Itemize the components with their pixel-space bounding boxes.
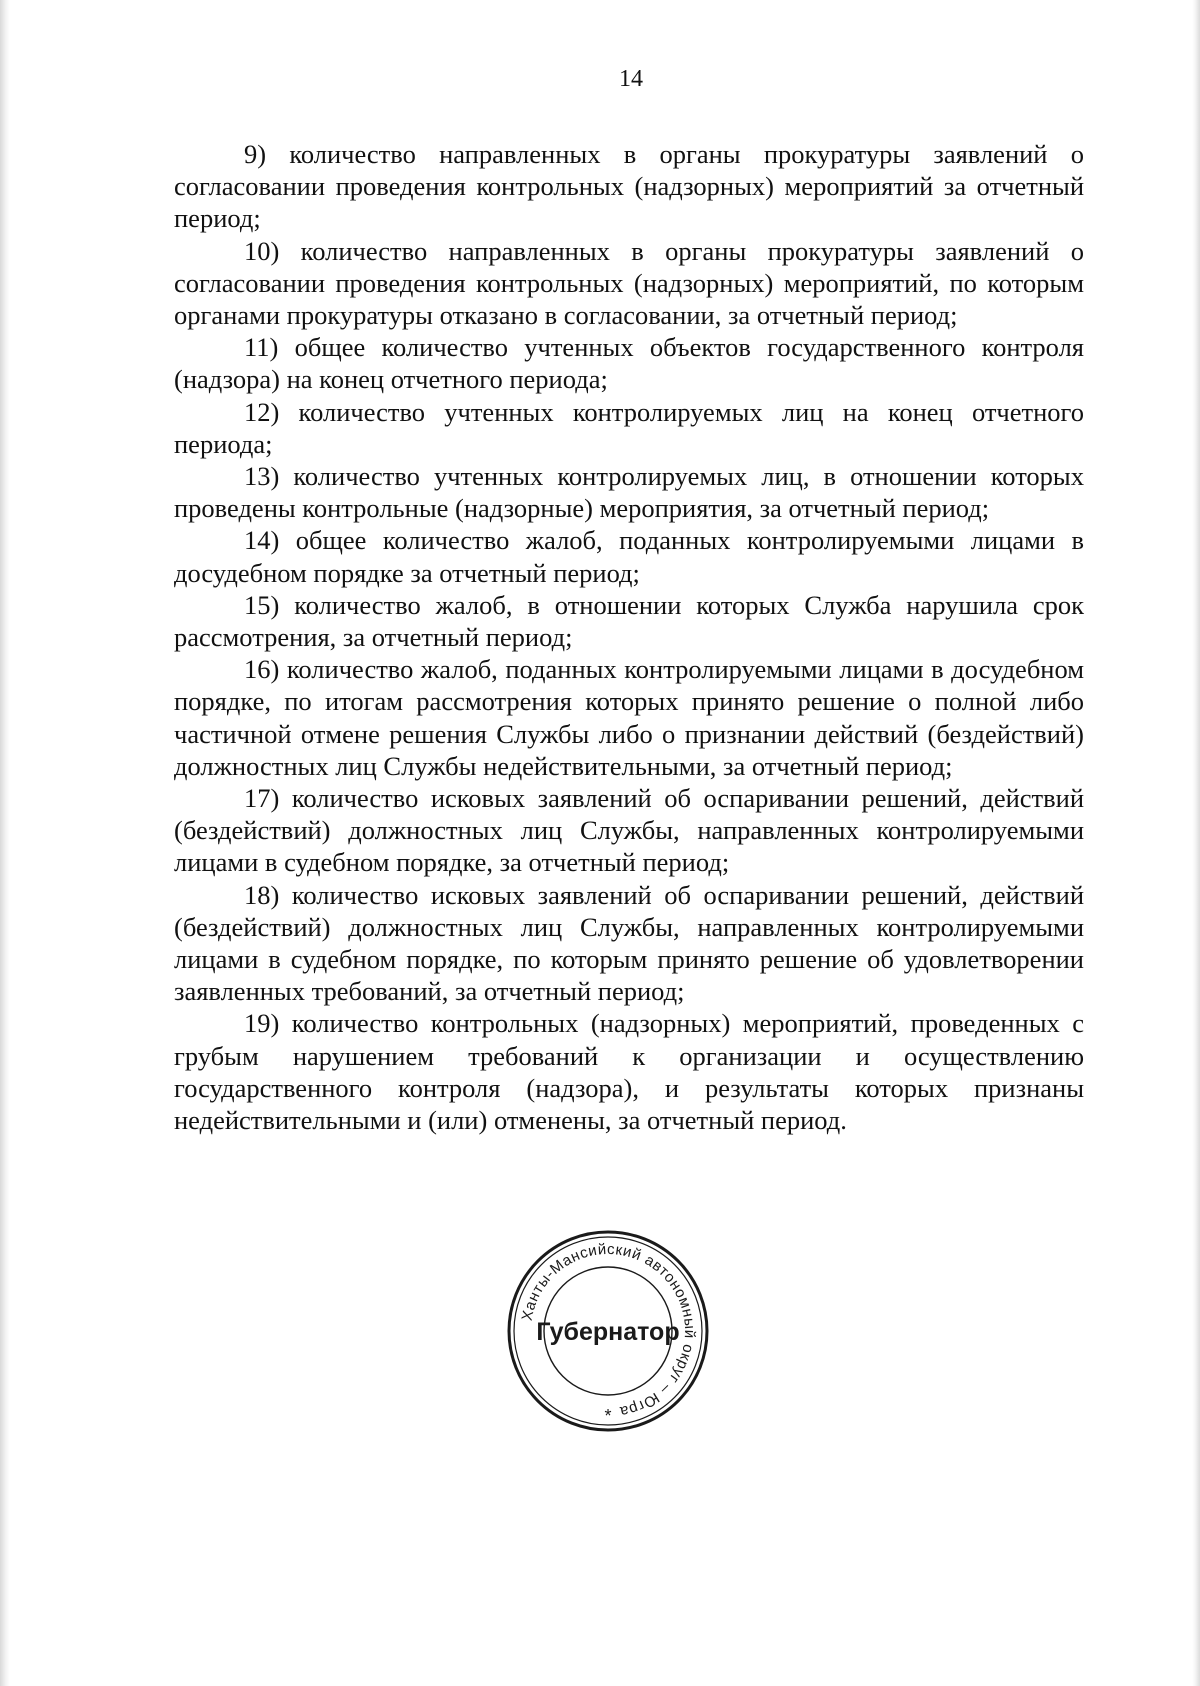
list-item-9: 9) количество направленных в органы прокуратуры заявлений о согласовании проведения контрольных (надзорных) мероприятий за отчетный период; <box>174 139 1084 234</box>
document-body <box>174 138 1084 1136</box>
list-item-12: 12) количество учтенных контролируемых лиц на конец отчетного периода; <box>174 396 1084 459</box>
list-item-17: 17) количество исковых заявлений об оспаривании решений, действий (бездействий) должностных лиц Службы, направленных контролируемыми лицами в судебном порядке, за отчетный период; <box>174 783 1084 878</box>
list-item-18: 18) количество исковых заявлений об оспаривании решений, действий (бездействий) должностных лиц Службы, направленных контролируемыми лицами в судебном порядке, по которым принято решение об удовлетворении заявленных требований, за отчетный период; <box>174 879 1084 1007</box>
list-item-11: 11) общее количество учтенных объектов государственного контроля (надзора) на конец отчетного периода; <box>174 332 1084 395</box>
page-number: 14 <box>619 66 643 92</box>
seal-center-text: Губернатор <box>536 1318 680 1346</box>
seal-star: * <box>604 1406 612 1426</box>
seal-ring-text: Ханты-Мансийский автономный округ – Югра <box>518 1240 699 1421</box>
list-item-13: 13) количество учтенных контролируемых лиц, в отношении которых проведены контрольные (надзорные) мероприятия, за отчетный период; <box>174 461 1084 524</box>
scan-edge-right <box>1192 0 1200 1686</box>
list-item-19: 19) количество контрольных (надзорных) мероприятий, проведенных с грубым нарушением требований к организации и осуществлению государственного контроля (надзора), и результаты которых признаны недействительными и (или) отменены, за отчетный период. <box>174 1008 1084 1136</box>
list-item-10: 10) количество направленных в органы прокуратуры заявлений о согласовании проведения контрольных (надзорных) мероприятий, по которым органами прокуратуры отказано в согласовании, за отчетный период; <box>174 235 1084 331</box>
seal-graphic <box>505 1228 711 1434</box>
list-item-16: 16) количество жалоб, поданных контролируемыми лицами в досудебном порядке, по итогам рассмотрения которых принято решение о полной либо частичной отмене решения Службы либо о признании действий (бездействий) должностных лиц Службы недействительными, за отчетный период; <box>174 654 1084 781</box>
scan-edge-left <box>0 0 10 1686</box>
governor-seal <box>505 1228 711 1434</box>
list-item-14: 14) общее количество жалоб, поданных контролируемыми лицами в досудебном порядке за отчетный период; <box>174 525 1084 588</box>
list-item-15: 15) количество жалоб, в отношении которых Служба нарушила срок рассмотрения, за отчетный период; <box>174 589 1084 653</box>
